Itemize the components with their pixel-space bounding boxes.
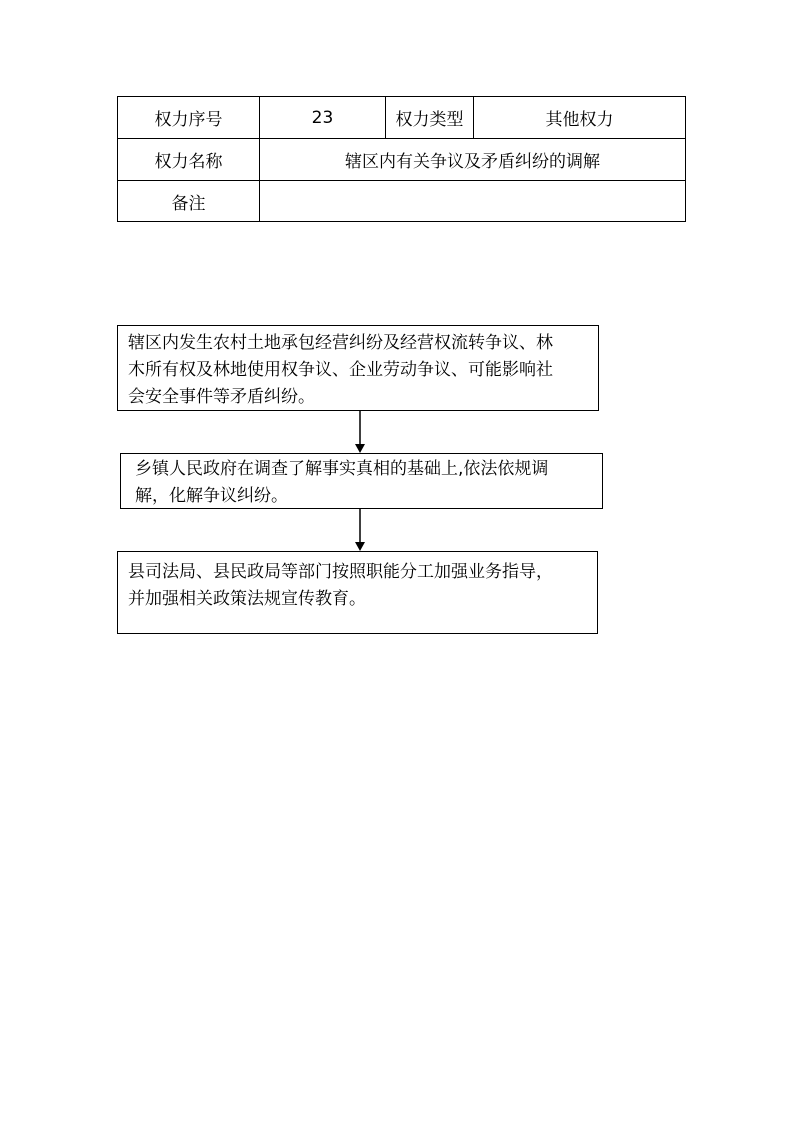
flow-step-3-box	[117, 551, 598, 634]
value-power-name: 辖区内有关争议及矛盾纠纷的调解	[260, 139, 686, 181]
value-remark	[260, 181, 686, 222]
flow-step-1-line-3: 会安全事件等矛盾纠纷。	[128, 387, 315, 407]
power-info-table	[117, 96, 686, 222]
flow-step-1-line-2: 木所有权及林地使用权争议、企业劳动争议、可能影响社	[128, 360, 553, 380]
flow-arrow-2	[350, 509, 370, 551]
flow-step-3-line-2: 并加强相关政策法规宣传教育。	[128, 589, 366, 609]
flow-step-3-line-1: 县司法局、县民政局等部门按照职能分工加强业务指导，	[128, 562, 553, 582]
table-row-name	[118, 139, 686, 181]
value-power-type: 其他权力	[474, 97, 686, 139]
label-power-name: 权力名称	[118, 139, 260, 181]
flow-step-2-box	[120, 453, 603, 509]
table-row-remark	[118, 181, 686, 222]
table-row-seq-type	[118, 97, 686, 139]
value-power-seq: 23	[260, 97, 386, 139]
flow-step-2-line-1: 乡镇人民政府在调查了解事实真相的基础上,依法依规调	[135, 459, 549, 479]
label-power-type: 权力类型	[386, 97, 474, 139]
flow-step-2-line-2: 解，化解争议纠纷。	[135, 486, 288, 506]
flow-step-1-box	[117, 325, 599, 411]
flow-arrow-1	[350, 411, 370, 453]
label-remark: 备注	[118, 181, 260, 222]
label-power-seq: 权力序号	[118, 97, 260, 139]
flow-step-1-line-1: 辖区内发生农村土地承包经营纠纷及经营权流转争议、林	[128, 333, 553, 353]
